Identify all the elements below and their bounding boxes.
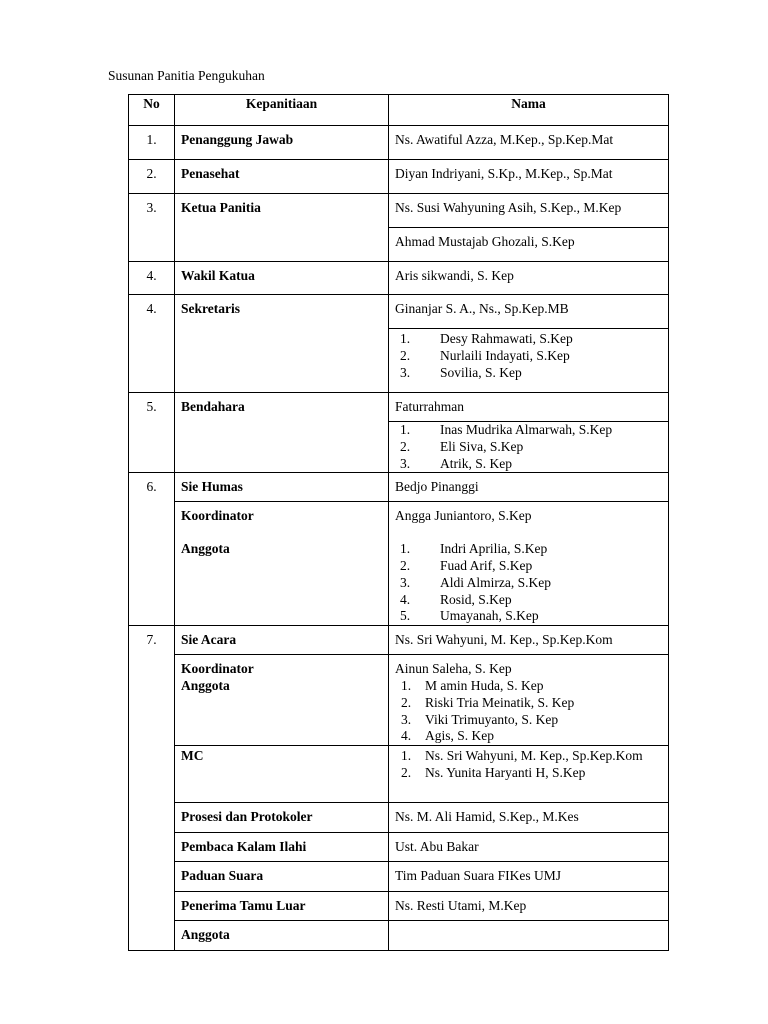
row-number: 4. (129, 295, 175, 393)
member-name (389, 921, 669, 951)
table-row (129, 892, 669, 921)
table-row (129, 746, 669, 803)
table-row (129, 921, 669, 951)
table-row (129, 295, 669, 329)
table-header-row (129, 95, 669, 126)
table-row (129, 194, 669, 228)
koordinator-name: Ainun Saleha, S. Kep (395, 661, 512, 677)
list-text: Riski Tria Meinatik, S. Kep (425, 694, 575, 710)
list-text: Nurlaili Indayati, S.Kep (440, 347, 570, 363)
member-name: Tim Paduan Suara FIKes UMJ (389, 862, 669, 892)
list-number: 4. (400, 591, 411, 607)
role-label: Penasehat (175, 160, 389, 194)
list-number: 1. (400, 331, 411, 346)
member-name: Ns. Resti Utami, M.Kep (389, 892, 669, 921)
role-label: Penanggung Jawab (175, 126, 389, 160)
list-item (395, 575, 668, 592)
document-title: Susunan Panitia Pengukuhan (108, 68, 265, 83)
list-item (395, 422, 668, 439)
committee-table (128, 94, 669, 951)
member-name: Diyan Indriyani, S.Kp., M.Kep., Sp.Mat (389, 160, 669, 194)
role-label: Wakil Katua (175, 262, 389, 295)
member-list (395, 678, 668, 745)
role-label: Anggota (175, 921, 389, 951)
table-row (129, 862, 669, 892)
table-row (129, 502, 669, 626)
list-text: Ns. Yunita Haryanti H, S.Kep (425, 764, 586, 780)
koordinator-name: Angga Juniantoro, S.Kep (395, 508, 532, 524)
list-item (395, 765, 668, 782)
table-row (129, 803, 669, 833)
list-number: 2. (401, 764, 412, 780)
list-item (395, 439, 668, 456)
member-name: Ginanjar S. A., Ns., Sp.Kep.MB (389, 295, 669, 329)
role-label: Sekretaris (175, 295, 389, 393)
row-number: 5. (129, 393, 175, 473)
member-name: Ahmad Mustajab Ghozali, S.Kep (389, 228, 669, 262)
list-number: 3. (401, 711, 412, 727)
list-item (395, 678, 668, 695)
member-list-cell (389, 422, 669, 473)
list-text: Agis, S. Kep (425, 728, 495, 744)
table-row (129, 626, 669, 655)
koordinator-label: Koordinator (181, 508, 254, 524)
list-item (395, 365, 668, 382)
member-list (395, 541, 668, 625)
row-number: 7. (129, 626, 175, 951)
list-text: Ns. Sri Wahyuni, M. Kep., Sp.Kep.Kom (425, 748, 643, 764)
list-text: Indri Aprilia, S.Kep (440, 541, 548, 557)
row-number: 4. (129, 262, 175, 295)
member-list (395, 331, 668, 381)
list-text: Atrik, S. Kep (440, 455, 512, 471)
role-label: Sie Acara (175, 626, 389, 655)
list-number: 1. (400, 422, 411, 437)
list-item (395, 712, 668, 729)
list-number: 3. (400, 455, 411, 471)
role-label: Bendahara (175, 393, 389, 473)
member-name: Ust. Abu Bakar (389, 833, 669, 862)
list-number: 1. (401, 677, 412, 693)
list-number: 5. (400, 608, 411, 624)
row-number: 2. (129, 160, 175, 194)
table-row (129, 473, 669, 502)
mc-list (395, 748, 668, 782)
list-text: Rosid, S.Kep (440, 591, 512, 607)
member-name: Ns. Sri Wahyuni, M. Kep., Sp.Kep.Kom (389, 626, 669, 655)
role-label: Ketua Panitia (175, 194, 389, 262)
member-name: Aris sikwandi, S. Kep (389, 262, 669, 295)
table-row (129, 262, 669, 295)
anggota-label: Anggota (181, 677, 230, 693)
list-item (395, 695, 668, 712)
list-text: Aldi Almirza, S.Kep (440, 574, 551, 590)
list-number: 2. (401, 694, 412, 710)
list-number: 1. (401, 748, 412, 764)
list-number: 4. (401, 728, 412, 744)
list-text: Desy Rahmawati, S.Kep (440, 331, 573, 346)
list-text: Inas Mudrika Almarwah, S.Kep (440, 422, 613, 437)
header-nama: Nama (389, 95, 669, 126)
member-list (395, 422, 668, 472)
row-number: 6. (129, 473, 175, 626)
list-item (395, 348, 668, 365)
table-row (129, 833, 669, 862)
list-item (395, 608, 668, 625)
list-item (395, 541, 668, 558)
table-row (129, 126, 669, 160)
member-name: Faturrahman (389, 393, 669, 422)
list-number: 1. (400, 541, 411, 557)
list-number: 3. (400, 574, 411, 590)
role-sublabels (175, 655, 389, 746)
member-list-cell (389, 329, 669, 393)
member-list-cell (389, 502, 669, 626)
koordinator-label: Koordinator (181, 661, 254, 677)
list-text: Eli Siva, S.Kep (440, 438, 524, 454)
list-text: M amin Huda, S. Kep (425, 677, 544, 693)
member-list-cell (389, 746, 669, 803)
table-row (129, 160, 669, 194)
role-label: Paduan Suara (175, 862, 389, 892)
row-number: 3. (129, 194, 175, 262)
list-number: 2. (400, 438, 411, 454)
list-number: 2. (400, 557, 411, 573)
list-text: Fuad Arif, S.Kep (440, 557, 533, 573)
list-text: Umayanah, S.Kep (440, 608, 539, 624)
header-no: No (129, 95, 175, 126)
member-list-cell (389, 655, 669, 746)
member-name: Ns. M. Ali Hamid, S.Kep., M.Kes (389, 803, 669, 833)
list-number: 2. (400, 347, 411, 363)
role-sublabels (175, 502, 389, 626)
member-name: Ns. Awatiful Azza, M.Kep., Sp.Kep.Mat (389, 126, 669, 160)
row-number: 1. (129, 126, 175, 160)
role-label: Pembaca Kalam Ilahi (175, 833, 389, 862)
list-item (395, 331, 668, 348)
role-label: MC (175, 746, 389, 803)
role-label: Sie Humas (175, 473, 389, 502)
list-item (395, 558, 668, 575)
list-text: Sovilia, S. Kep (440, 364, 522, 380)
table-row (129, 393, 669, 422)
list-item (395, 456, 668, 473)
list-item (395, 748, 668, 765)
role-label: Penerima Tamu Luar (175, 892, 389, 921)
member-name: Bedjo Pinanggi (389, 473, 669, 502)
role-label: Prosesi dan Protokoler (175, 803, 389, 833)
anggota-label: Anggota (181, 541, 230, 557)
list-text: Viki Trimuyanto, S. Kep (425, 711, 559, 727)
list-item (395, 592, 668, 609)
member-name: Ns. Susi Wahyuning Asih, S.Kep., M.Kep (389, 194, 669, 228)
list-item (395, 728, 668, 745)
list-number: 3. (400, 364, 411, 380)
table-row (129, 655, 669, 746)
header-kepanitiaan: Kepanitiaan (175, 95, 389, 126)
